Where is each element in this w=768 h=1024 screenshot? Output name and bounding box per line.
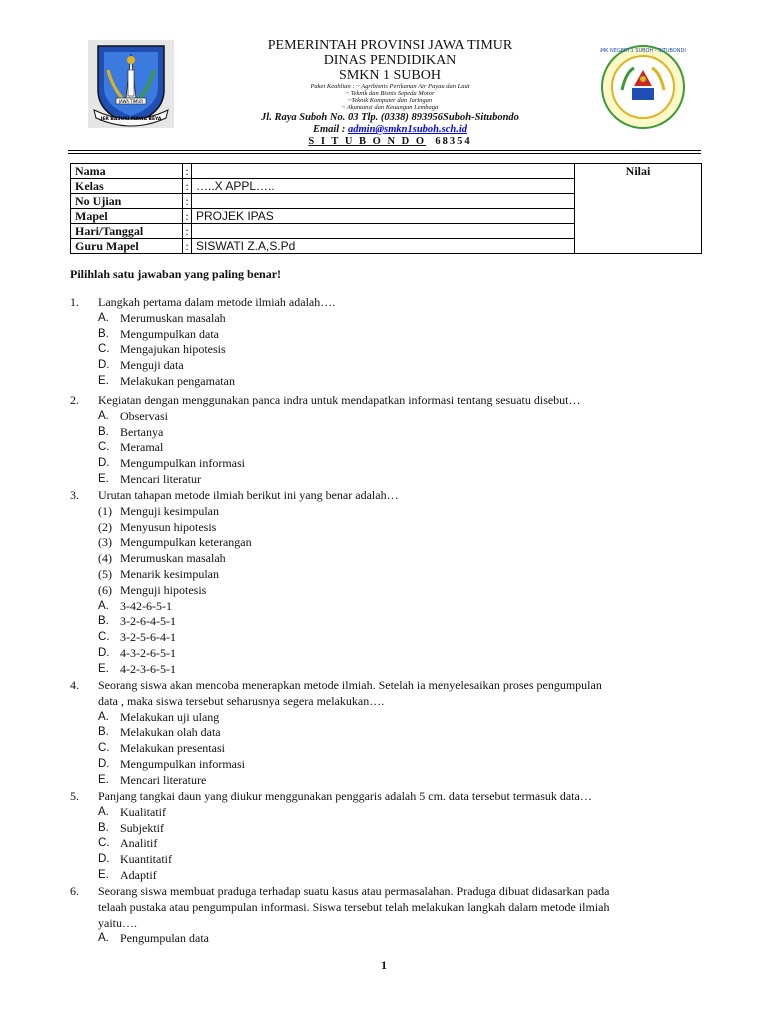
option-text: Melakukan olah data — [120, 725, 221, 740]
answer-option[interactable] — [70, 852, 706, 868]
header-government-title: PEMERINTAH PROVINSI JAWA TIMUR — [267, 38, 513, 53]
table-row — [71, 164, 702, 179]
identity-colon: : — [183, 164, 192, 179]
answer-option[interactable] — [70, 342, 706, 358]
answer-option[interactable] — [70, 662, 706, 678]
school-emblem-logo — [600, 44, 686, 130]
answer-option[interactable] — [70, 614, 706, 630]
email-link[interactable]: admin@smkn1suboh.sch.id — [347, 124, 468, 135]
header-department-title: DINAS PENDIDIKAN — [323, 53, 457, 68]
option-text: Mencari literatur — [120, 471, 201, 486]
option-letter: A. — [98, 409, 109, 422]
question-item — [70, 678, 706, 789]
answer-option[interactable] — [70, 425, 706, 441]
identity-colon: : — [183, 239, 192, 254]
option-text: Mengumpulkan data — [120, 326, 219, 341]
sequence-step — [70, 567, 706, 583]
answer-option[interactable] — [70, 409, 706, 425]
header-school-name: SMKN 1 SUBOH — [339, 68, 441, 83]
question-item — [70, 295, 706, 390]
step-number: (1) — [98, 503, 112, 518]
answer-option[interactable] — [70, 710, 706, 726]
option-letter: D. — [98, 853, 110, 866]
answer-option[interactable] — [70, 773, 706, 789]
option-text: Subjektif — [120, 820, 164, 835]
option-text: Mengajukan hipotesis — [120, 342, 226, 357]
question-text-line — [70, 488, 706, 504]
answer-option[interactable] — [70, 836, 706, 852]
email-line — [200, 124, 580, 135]
nilai-label: Nilai — [625, 164, 651, 178]
option-text: Bertanya — [120, 424, 164, 439]
option-letter: D. — [98, 646, 110, 659]
question-item — [70, 884, 706, 947]
question-number: 5. — [70, 789, 79, 803]
identity-value-nama[interactable] — [192, 164, 575, 179]
option-text: Melakukan uji ulang — [120, 709, 220, 724]
option-text: Melakukan pengamatan — [120, 373, 235, 388]
answer-option[interactable] — [70, 599, 706, 615]
option-letter: B. — [98, 726, 109, 739]
school-address: Jl. Raya Suboh No. 03 Tlp. (0338) 893956Suboh-Situbondo — [261, 112, 519, 123]
option-text: Meramal — [120, 440, 164, 455]
crest-name-text: JAWA TIMUR — [118, 99, 144, 104]
step-text: Merumuskan masalah — [120, 551, 226, 566]
answer-option[interactable] — [70, 757, 706, 773]
header-divider — [68, 150, 701, 151]
question-text: data , maka siswa tersebut seharusnya segera melakukan…. — [98, 693, 385, 708]
option-text: Mengumpulkan informasi — [120, 756, 245, 771]
identity-label: Mapel — [71, 209, 183, 224]
question-number: 6. — [70, 884, 79, 898]
option-text: 4-3-2-6-5-1 — [120, 645, 176, 660]
sequence-step — [70, 583, 706, 599]
question-number: 1. — [70, 295, 79, 309]
program-line-4: ~ Akuntansi dan Keuangan Lembaga — [341, 104, 439, 111]
question-item — [70, 789, 706, 884]
question-text-line — [70, 916, 706, 932]
option-letter: A. — [98, 932, 109, 945]
identity-colon: : — [183, 224, 192, 239]
question-text-line — [70, 393, 706, 409]
east-java-crest-logo — [88, 40, 174, 128]
sequence-step — [70, 504, 706, 520]
option-text: Merumuskan masalah — [120, 310, 226, 325]
question-text: Panjang tangkai daun yang diukur menggunakan penggaris adalah 5 cm. data tersebut termasuk data… — [98, 789, 592, 803]
option-letter: C. — [98, 441, 110, 454]
question-text-line — [70, 694, 706, 710]
answer-option[interactable] — [70, 630, 706, 646]
step-number: (2) — [98, 519, 112, 534]
option-text: Kuantitatif — [120, 852, 172, 867]
question-text: telaah pustaka atau pengumpulan informasi. Siswa tersebut telah melakukan langkah dalam metode ilmiah — [98, 899, 610, 914]
answer-option[interactable] — [70, 821, 706, 837]
question-number: 4. — [70, 678, 79, 692]
answer-option[interactable] — [70, 358, 706, 374]
question-text-line — [70, 884, 706, 900]
option-letter: C. — [98, 343, 110, 356]
question-text-line — [70, 789, 706, 805]
answer-option[interactable] — [70, 868, 706, 884]
email-label: Email : — [312, 124, 348, 135]
program-line-1: Paket Keahlian : ~ Agribisnis Perikanan Air Payau dan Laut — [310, 83, 470, 90]
question-text-line — [70, 295, 706, 311]
postcode: 68354 — [435, 136, 472, 147]
question-text-line — [70, 900, 706, 916]
nilai-score-box[interactable] — [575, 164, 702, 254]
student-identity-table — [70, 163, 702, 254]
identity-colon: : — [183, 209, 192, 224]
step-number: (4) — [98, 551, 112, 566]
identity-label: Kelas — [71, 179, 183, 194]
question-item — [70, 488, 706, 678]
option-letter: D. — [98, 757, 110, 770]
header-divider-thin — [68, 153, 701, 154]
question-text: Kegiatan dengan menggunakan panca indra untuk mendapatkan informasi tentang sesuatu disebut… — [98, 393, 581, 407]
option-text: 3-42-6-5-1 — [120, 598, 172, 613]
page-number: 1 — [381, 958, 387, 972]
question-text-line — [70, 678, 706, 694]
answer-option[interactable] — [70, 725, 706, 741]
option-letter: E. — [98, 374, 109, 387]
city-name: S I T U B O N D O — [308, 136, 427, 147]
option-text: Mencari literature — [120, 772, 207, 787]
identity-label: No Ujian — [71, 194, 183, 209]
city-line — [200, 136, 580, 147]
option-letter: A. — [98, 599, 109, 612]
question-item — [70, 393, 706, 488]
answer-option[interactable] — [70, 456, 706, 472]
option-text: 3-2-5-6-4-1 — [120, 630, 176, 645]
option-letter: A. — [98, 805, 109, 818]
question-text: Seorang siswa membuat praduga terhadap suatu kasus atau permasalahan. Praduga dibuat didasarkan pada — [98, 884, 610, 898]
step-number: (5) — [98, 566, 112, 581]
answer-option[interactable] — [70, 646, 706, 662]
identity-value-mapel[interactable]: PROJEK IPAS — [192, 209, 575, 224]
option-letter: B. — [98, 327, 109, 340]
identity-colon: : — [183, 194, 192, 209]
step-text: Menarik kesimpulan — [120, 566, 219, 581]
option-letter: C. — [98, 631, 110, 644]
option-letter: B. — [98, 425, 109, 438]
identity-value-no-ujian[interactable] — [192, 194, 575, 209]
step-number: (3) — [98, 535, 112, 550]
option-letter: E. — [98, 773, 109, 786]
step-text: Menguji hipotesis — [120, 582, 207, 597]
answer-option[interactable] — [70, 374, 706, 390]
question-number: 3. — [70, 488, 79, 502]
step-text: Mengumpulkan keterangan — [120, 535, 252, 550]
option-text: 4-2-3-6-5-1 — [120, 661, 176, 676]
answer-option[interactable] — [70, 805, 706, 821]
program-line-2: ~ Teknik dan Bisnis Sepeda Motor — [345, 90, 435, 97]
step-text: Menyusun hipotesis — [120, 519, 217, 534]
question-text: Seorang siswa akan mencoba menerapkan metode ilmiah. Setelah ia menyelesaikan proses pengumpulan — [98, 678, 602, 692]
question-number: 2. — [70, 393, 79, 407]
option-letter: D. — [98, 457, 110, 470]
emblem-ring-text: SMK NEGERI 1 SUBOH - SITUBONDO — [600, 48, 686, 54]
option-text: Mengumpulkan informasi — [120, 456, 245, 471]
question-text: Langkah pertama dalam metode ilmiah adalah…. — [98, 295, 336, 309]
answer-option[interactable] — [70, 741, 706, 757]
option-text: Adaptif — [120, 867, 157, 882]
answer-option[interactable] — [70, 327, 706, 343]
option-letter: E. — [98, 472, 109, 485]
identity-label: Nama — [71, 164, 183, 179]
answer-option[interactable] — [70, 440, 706, 456]
option-text: 3-2-6-4-5-1 — [120, 614, 176, 629]
option-letter: C. — [98, 837, 110, 850]
answer-option[interactable] — [70, 931, 706, 947]
sequence-step — [70, 551, 706, 567]
option-letter: B. — [98, 821, 109, 834]
option-text: Analitif — [120, 836, 158, 851]
identity-label: Hari/Tanggal — [71, 224, 183, 239]
option-text: Menguji data — [120, 358, 184, 373]
identity-label: Guru Mapel — [71, 239, 183, 254]
option-text: Melakukan presentasi — [120, 741, 225, 756]
option-letter: D. — [98, 359, 110, 372]
crest-banner-text: JER BASUKI MAWA BEYA — [100, 117, 162, 122]
step-number: (6) — [98, 582, 112, 597]
program-line-3: ~Teknik Komputer dan Jaringan — [347, 97, 433, 104]
option-letter: C. — [98, 742, 110, 755]
answer-option[interactable] — [70, 311, 706, 327]
identity-colon: : — [183, 179, 192, 194]
option-letter: E. — [98, 662, 109, 675]
option-letter: A. — [98, 710, 109, 723]
sequence-step — [70, 535, 706, 551]
question-text: Urutan tahapan metode ilmiah berikut ini yang benar adalah… — [98, 488, 399, 502]
question-text: yaitu…. — [98, 915, 137, 930]
step-text: Menguji kesimpulan — [120, 503, 219, 518]
option-letter: E. — [98, 868, 109, 881]
answer-option[interactable] — [70, 472, 706, 488]
identity-value-hari-tanggal[interactable] — [192, 224, 575, 239]
instruction-text: Pilihlah satu jawaban yang paling benar! — [70, 267, 282, 281]
identity-value-kelas[interactable]: …..X APPL….. — [192, 179, 575, 194]
option-letter: B. — [98, 615, 109, 628]
option-letter: A. — [98, 311, 109, 324]
option-text: Pengumpulan data — [120, 931, 209, 946]
option-text: Kualitatif — [120, 804, 166, 819]
sequence-step — [70, 520, 706, 536]
option-text: Observasi — [120, 408, 168, 423]
identity-value-guru-mapel[interactable]: SISWATI Z.A,S.Pd — [192, 239, 575, 254]
